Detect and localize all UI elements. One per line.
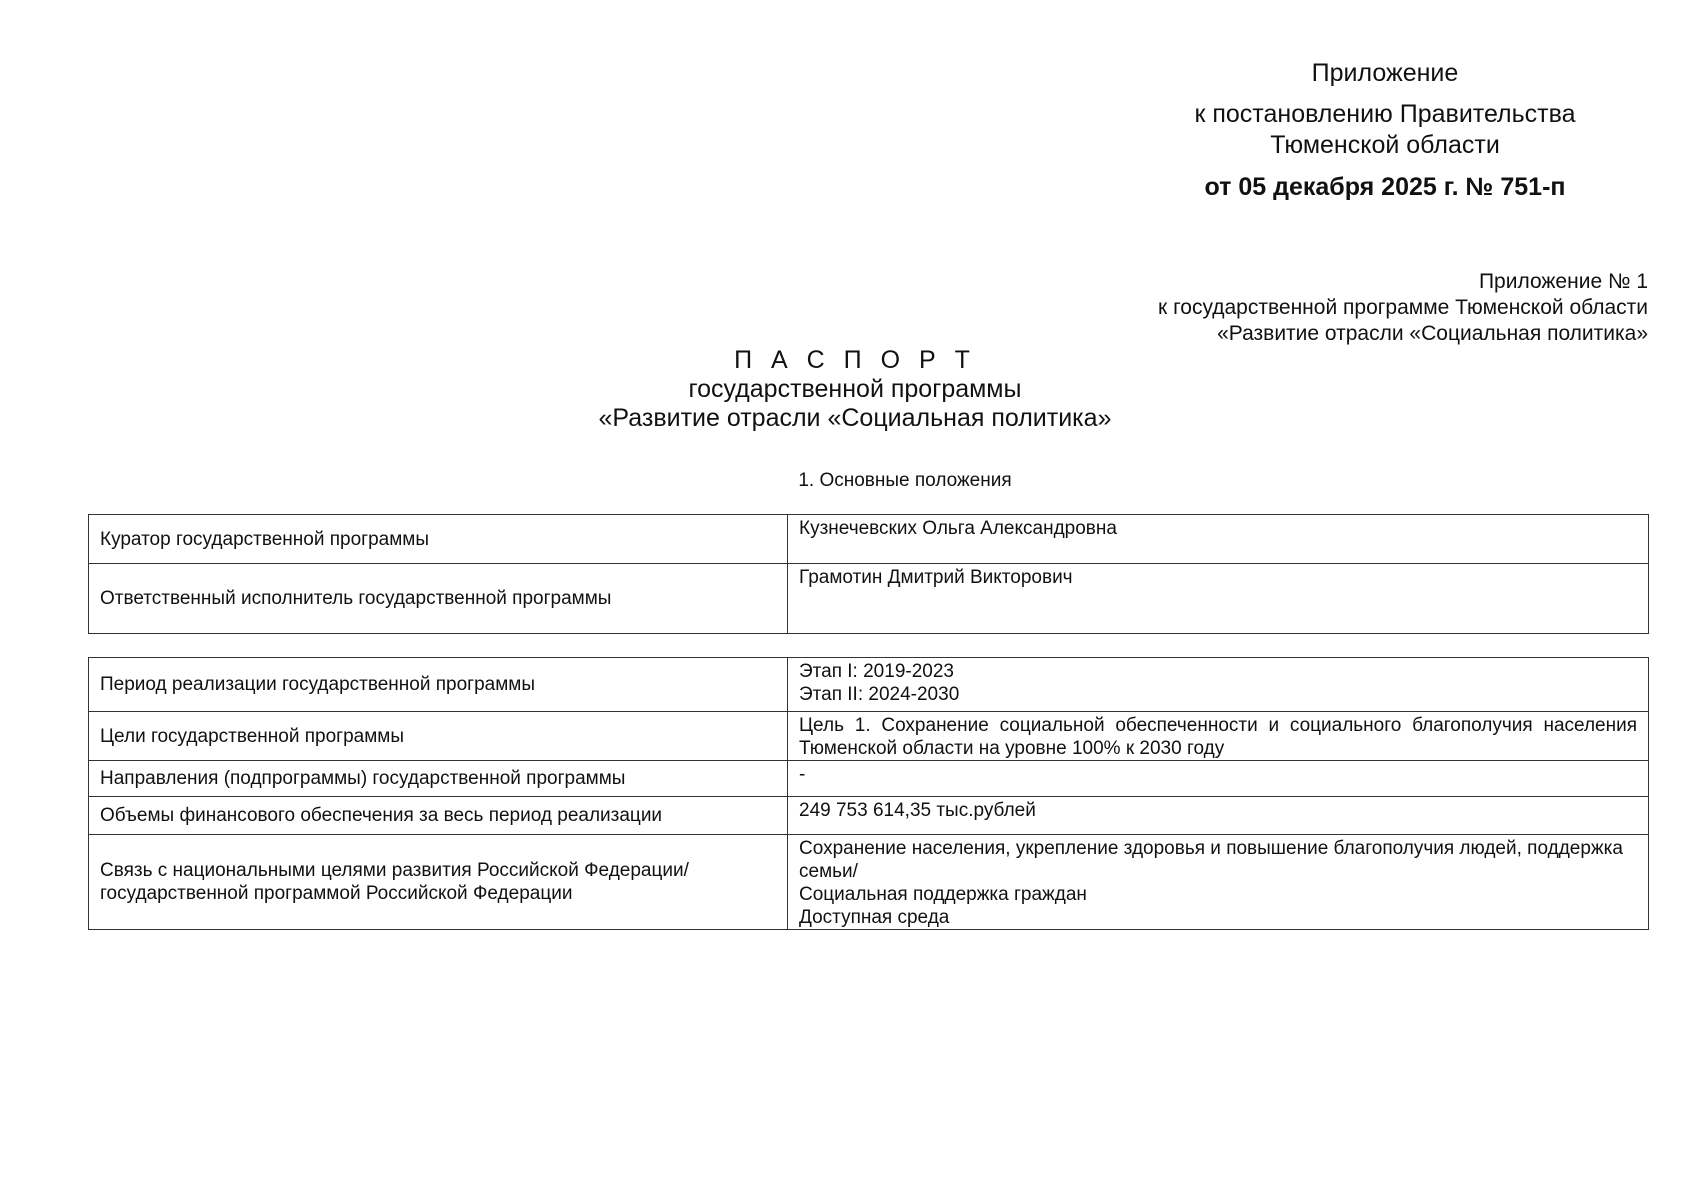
annex-program-name: «Развитие отрасли «Социальная политика» xyxy=(1217,322,1648,345)
decree-date-number: от 05 декабря 2025 г. № 751-п xyxy=(1204,173,1566,201)
table-cell-value xyxy=(788,835,1649,930)
table-cell-value-line: Социальная поддержка граждан xyxy=(799,884,1087,905)
table-row xyxy=(89,658,1649,712)
table-cell-value-line: Этап II: 2024-2030 xyxy=(799,684,960,705)
annex-program-ref: к государственной программе Тюменской области xyxy=(1158,296,1648,319)
program-details-table xyxy=(88,657,1649,930)
table-row xyxy=(89,515,1649,564)
curators-table xyxy=(88,514,1649,634)
decree-reference xyxy=(1120,99,1650,161)
table-cell-label: Куратор государственной программы xyxy=(89,515,788,564)
table-cell-label: Направления (подпрограммы) государственной программы xyxy=(89,761,788,797)
passport-subtitle: государственной программы xyxy=(688,375,1022,403)
table-row xyxy=(89,761,1649,797)
decree-reference-line2: Тюменской области xyxy=(1270,131,1500,159)
decree-appendix-title: Приложение xyxy=(1311,59,1459,87)
table-cell-value: - xyxy=(788,761,1649,797)
table-cell-label: Цели государственной программы xyxy=(89,712,788,761)
table-cell-label: Объемы финансового обеспечения за весь период реализации xyxy=(89,797,788,835)
table-cell-label-line: Связь с национальными целями развития Российской Федерации/ xyxy=(100,860,689,881)
table-cell-value: Цель 1. Сохранение социальной обеспеченности и социального благополучия населения Тюменской области на уровне 100% к 2030 году xyxy=(788,712,1649,761)
annex-number: Приложение № 1 xyxy=(1478,270,1648,293)
table-cell-value-line: Сохранение населения, укрепление здоровья и повышение благополучия людей, поддержка семьи/ xyxy=(799,838,1623,882)
section-title: 1. Основные положения xyxy=(798,470,1012,491)
table-row xyxy=(89,564,1649,634)
table-row xyxy=(89,797,1649,835)
passport-title: П А С П О Р Т xyxy=(734,346,976,374)
table-cell-value xyxy=(788,658,1649,712)
table-cell-value: Грамотин Дмитрий Викторович xyxy=(788,564,1649,634)
table-cell-label-line: государственной программой Российской Федерации xyxy=(100,883,573,904)
table-cell-value: Кузнечевских Ольга Александровна xyxy=(788,515,1649,564)
table-cell-value-line: Этап I: 2019-2023 xyxy=(799,661,954,682)
table-cell-value: 249 753 614,35 тыс.рублей xyxy=(788,797,1649,835)
passport-program-name: «Развитие отрасли «Социальная политика» xyxy=(598,404,1112,432)
table-row xyxy=(89,835,1649,930)
table-row xyxy=(89,712,1649,761)
annex-header xyxy=(948,269,1648,347)
table-cell-value-line: Доступная среда xyxy=(799,907,950,928)
decree-reference-line1: к постановлению Правительства xyxy=(1194,100,1576,128)
table-cell-label: Период реализации государственной программы xyxy=(89,658,788,712)
passport-heading xyxy=(380,346,1330,433)
table-cell-label: Ответственный исполнитель государственной программы xyxy=(89,564,788,634)
table-cell-label xyxy=(89,835,788,930)
